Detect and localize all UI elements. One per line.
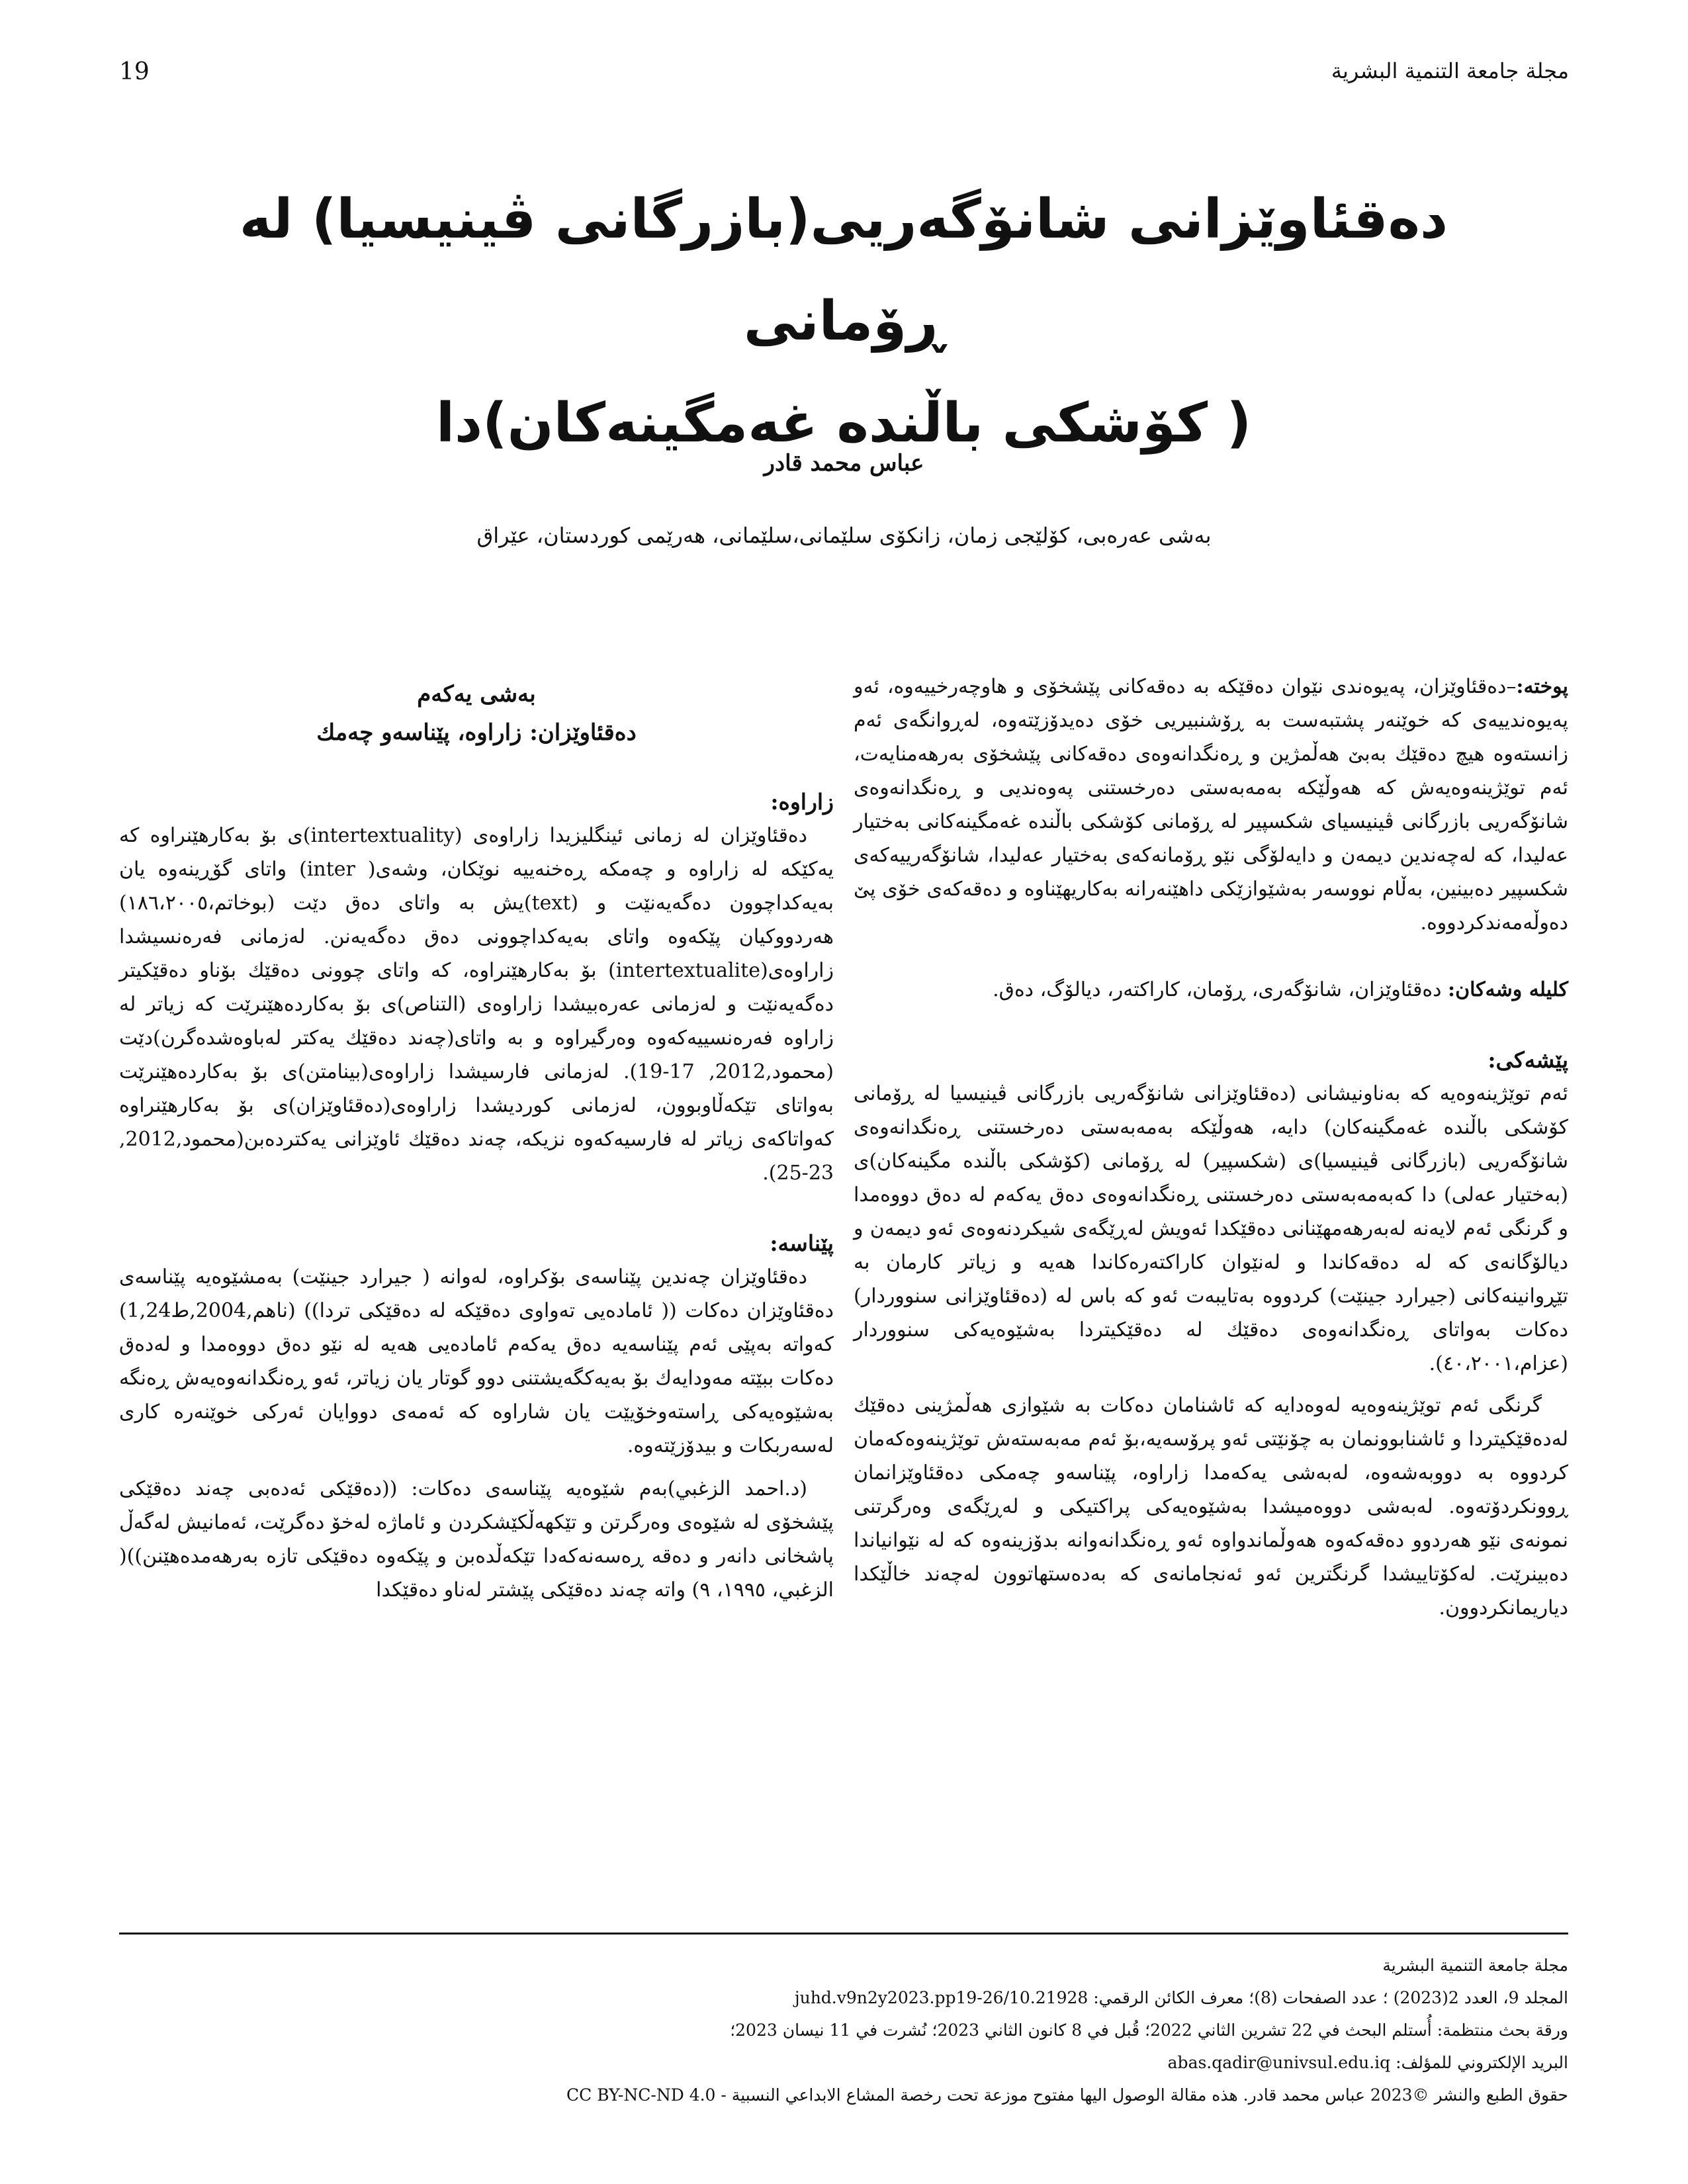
definition-paragraph-1: دەقئاوێزان چەندین پێناسەی بۆکراوە، لەوانە ( جیرارد جینێت) بەمشێوەیە پێناسەی دەقئاوێزان دەکات (( ئامادەیی تەواوی دەقێکە لە دەقێکی تردا)) (ناهم,2004,ط1,24) کەواتە بەپێی ئەم پێناسەیە دەق یەکەم ئامادەیی هەیە لە نێو دەق دووەمدا و لەدەق دەکات ببێتە مەودایەك بۆ بەیەکگەیشتنی دوو گوتار یان زیاتر، ئەو ڕەنگدانەوەیەش ڕەنگە بەشێوەیەکی ڕاستەوخۆیێت یان شاراوە کە ئەمەی دووایان ئەرکی خوێنەرە کاری لەسەربکات و بیدۆزێتەوە. <box>119 1265 834 1457</box>
author-name: عباس محمد قادر <box>764 450 924 477</box>
abstract-label: پوختە: <box>1516 675 1568 698</box>
term-heading: زاراوە: <box>770 789 834 815</box>
footer-volume: المجلد 9، العدد 2(2023) ؛ عدد الصفحات (8)؛ معرف الكائن الرقمي: 10.21928/juhd.v9n2y2023.pp19-26 <box>794 1988 1568 2007</box>
abstract <box>854 670 1568 940</box>
term-paragraph: دەقئاوێزان لە زمانی ئینگلیزیدا زاراوەی (intertextuality)ی بۆ بەکارهێنراوە کە یەکێکە لە زاراوە و چەمکە ڕەخنەییە نوێکان، وشەی( inter) واتای گۆڕینەوە یان بەیەکداچوون دەگەیەنێت و (text)یش بە واتای دەق دێت (بوخاتم،١٨٦،٢٠٠٥) هەردووکیان پێکەوە واتای بەیەکداچوونی دەق دەگەیەنن. لەزمانی فەرەنسیشدا زاراوەی(intertextualite) بۆ بەکارهێنراوە، کە واتای چوونی دەقێك بۆناو دەقێکیتر دەگەیەنێت و لەزمانی عەرەبیشدا زاراوەی (التناص)ی بۆ بەکاردەهێنرێت کە زیاتر لە زاراوە فەرەنسییەکەوە وەرگیراوە و بە واتای(چەند دەقێك یەکتر لەباوەشدەگرن)دێت (محمود,2012, 17-19). لەزمانی فارسیشدا زاراوەی(بینامتن)ی بۆ بەکاردەهێنرێت بەواتای تێکەڵاوبوون، لەزمانی کوردیشدا زاراوەی(دەقئاوێزان)ی بۆ بەکارهێنراوە کەواتاکەی زیاتر لە فارسیەکەوە نزیکە، چەند دەقێك ئاوێزانی یەکتردەبن(محمود,2012, 23-25). <box>119 824 834 1185</box>
keywords-text: دەقئاوێزان، شانۆگەری، ڕۆمان، کاراکتەر، دیالۆگ، دەق. <box>993 978 1442 1001</box>
right-column <box>854 655 1568 1625</box>
footer-license-code: CC BY-NC-ND 4.0 <box>566 2085 716 2105</box>
footer <box>119 1949 1568 2111</box>
title-line-1: دەقئاوێزانی شانۆگەریی(بازرگانی ڤینیسیا) لە ڕۆمانی <box>239 188 1448 353</box>
paper-title <box>146 169 1542 475</box>
introduction-paragraph-1: ئەم توێژینەوەیە کە بەناونیشانی (دەقئاوێزانی شانۆگەریی بازرگانی ڤینیسیا لە ڕۆمانی کۆشکی باڵندە غەمگینەکان) دایە، هەوڵێکە بەمەبەستی دەرخستنی ڕەنگدانەوەی شانۆگەریی (بازرگانی ڤینیسیا)ی (شکسپیر) لە ڕۆمانی (کۆشکی باڵندە مگینەکان)ی (بەختیار عەلی) دا کەبەمەبەستی دەرخستنی ڕەنگدانەوەی دەق یەکەم لە دەق دووەمدا و گرنگی ئەم لایەنە لەبەرهەمهێنانی دەقێکدا ئەویش لەڕێگەی شیکردنەوەی ئەو دیمەن و دیالۆگانەی کە لە دەقەکاندا و لەنێوان کاراکتەرەکاندا هەیە و زیاتر کارمان بە تێڕوانینەکانی (جیرارد جینێت) کردووە بەتایبەت ئەو کە باس لە (دەقئاوێزانی سنووردار) دەکات بەواتای ڕەنگدانەوەی دەقێك لە دەقێکیتردا بەشێوەیەکی سنووردار (عزام،٤٠،٢٠٠١). <box>854 1082 1568 1375</box>
introduction-paragraph-2: گرنگی ئەم توێژینەوەیە لەوەدایە کە ئاشنامان دەکات بە شێوازی هەڵمژینی دەقێك لەدەقێکیتردا و ئاشنابوونمان بە چۆنێتی ئەو پرۆسەیە،بۆ ئەم مەبەستەش توێژینەوەکەمان کردووە بە دووبەشەوە، لەبەشی یەکەمدا زاراوە، پێناسەو چەمکی دەقئاوێزانمان ڕوونکردۆتەوە. لەبەشی دووەمیشدا بەشێوەیەکی پراکتیکی و لەڕێگەی وەرگرتنی نمونەی نێو هەردوو دەقەکەوە هەوڵماندواوە ئەو ڕەنگدانەوانە بدۆزینەوە کە لە نێوانیاندا دەبینرێت. لەکۆتاییشدا گرنگترین ئەو ئەنجامانەی کە بەدەستهاتوون لەچەند خاڵێکدا دیاریمانکردوون. <box>854 1394 1568 1619</box>
section-one-subheading: دەقئاوێزان: زاراوە، پێناسەو چەمك <box>316 719 637 746</box>
section-one-heading: بەشی یەکەم <box>417 681 536 707</box>
footer-divider <box>119 1933 1568 1934</box>
definition-paragraph-2: (د.احمد الزغبي)بەم شێوەیە پێناسەی دەکات: ((دەقێکی ئەدەبی چەند دەقێکی پێشخۆی لە شێوەی وەرگرتن و تێکهەڵکێشکردن و ئاماژە لەخۆ دەگرێت، ئەمانیش لەگەڵ پاشخانی دانەر و دەقە ڕەسەنەکەدا تێکەڵدەبن و پێکەوە دەقێکی تازە بەرهەمدەهێنن))( الزغبي، ١٩٩٥، ٩) واتە چەند دەقێکی پێشتر لەناو دەقێکدا <box>119 1477 834 1602</box>
title-line-2: ( کۆشکی باڵندە غەمگینەکان)دا <box>435 392 1252 455</box>
footer-license-line <box>119 2079 1568 2111</box>
footer-email-line <box>119 2046 1568 2079</box>
author-affiliation: بەشی عەرەبی، کۆلێجی زمان، زانکۆی سلێمانی،سلێمانی، هەرێمی کوردستان، عێراق <box>476 523 1212 548</box>
abstract-text: –دەقئاوێزان، پەیوەندی نێوان دەقێکە بە دەقەکانی پێشخۆی و هاوچەرخییەوە، ئەو پەیوەندییەی کە خوێنەر پشتبەست بە ڕۆشنبیریی خۆی دەیدۆزێتەوە، لەڕوانگەی ئەم زانستەوە هیچ دەقێك بەبێ هەڵمژین و ڕەنگدانەوەی دەقەکانی پێشخۆی بەرهەمنایەت، ئەم توێژینەوەیەش کە هەوڵێکە بەمەبەستی دەرخستنی پەوەندیی و ڕەنگدانەوەی شانۆگەریی بازرگانی ڤینیسیای شکسپیر لە ڕۆمانی کۆشکی باڵندە غەمگینەکانی بەختیار عەلیدا، کە لەچەندین دیمەن و دایەلۆگی نێو ڕۆمانەکەی بەختیار عەلیدا، شانۆگەرییەکەی شکسپیر دەبینین، بەڵام نووسەر بەشێوازێکی داهێنەرانە بەکاریهێناوە و دەقەکەی خۆی پێ دەوڵەمەندکردووە. <box>854 675 1568 934</box>
left-column <box>119 655 834 1607</box>
introduction-heading: پێشەکی: <box>1488 1047 1568 1073</box>
footer-dates: ورقة بحث منتظمة: أُستلم البحث في 22 تشرين الثاني 2022؛ قُبل في 8 كانون الثاني 2023؛ نُشرت في 11 نيسان 2023؛ <box>730 2021 1568 2040</box>
footer-journal: مجلة جامعة التنمية البشرية <box>1382 1956 1568 1975</box>
definition-heading: پێناسە: <box>770 1230 834 1256</box>
page-number: 19 <box>119 58 150 85</box>
keywords <box>854 973 1568 1007</box>
keywords-label: کلیلە وشەکان: <box>1448 978 1568 1001</box>
footer-license-text: حقوق الطبع والنشر ©2023 عباس محمد قادر. هذه مقالة الوصول اليها مفتوح موزعة تحت رخصة المشاع الابداعي النسبية - <box>721 2085 1568 2105</box>
footer-email-label: البريد الإلكتروني للمؤلف: <box>1396 2053 1568 2072</box>
footer-email[interactable]: abas.qadir@univsul.edu.iq <box>1167 2053 1391 2072</box>
journal-name: مجلة جامعة التنمية البشرية <box>1331 58 1569 83</box>
